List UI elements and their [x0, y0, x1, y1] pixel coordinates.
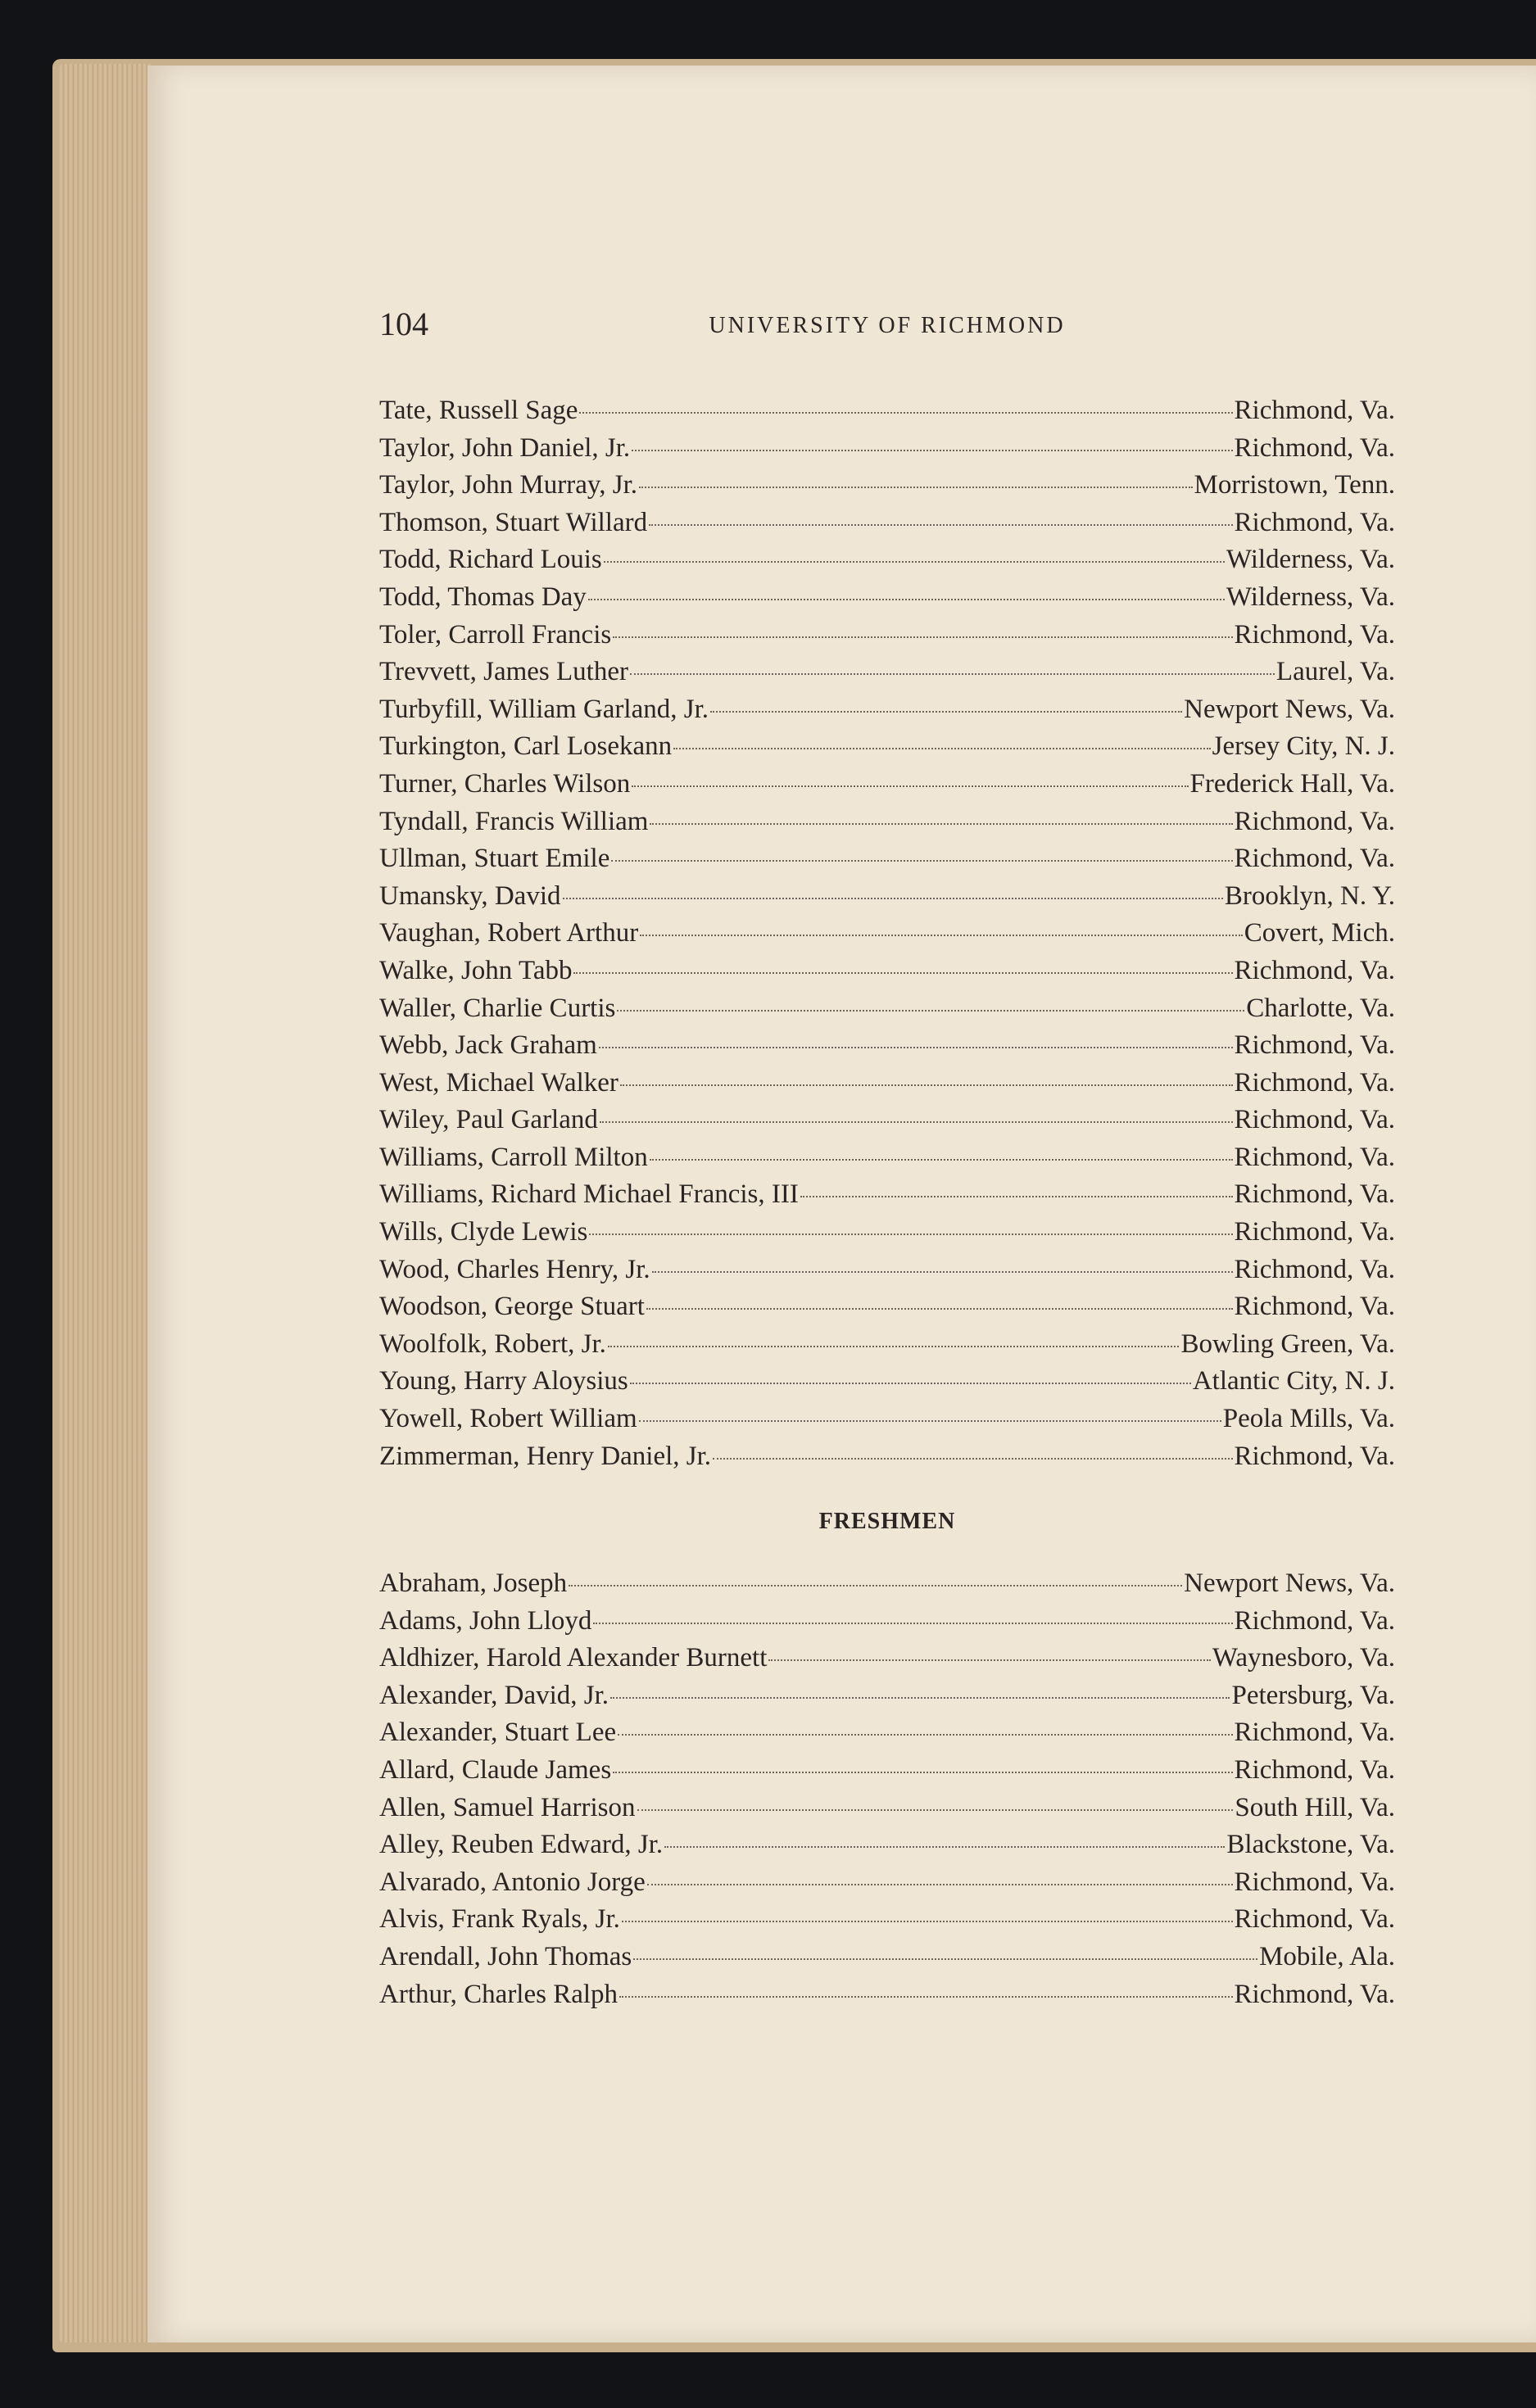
list-item — [379, 915, 1395, 953]
list-item — [379, 1176, 1395, 1214]
student-name: Alley, Reuben Edward, Jr. — [379, 1830, 664, 1860]
student-name: Turner, Charles Wilson — [379, 768, 631, 799]
student-name: Umansky, David — [379, 880, 561, 911]
dot-leader — [646, 1308, 1233, 1310]
student-name: Young, Harry Aloysius — [379, 1366, 628, 1396]
hometown: Mobile, Ala. — [1259, 1941, 1395, 1971]
dot-leader — [768, 1659, 1211, 1661]
dot-leader — [800, 1196, 1233, 1197]
list-item — [379, 691, 1395, 729]
list-item — [379, 541, 1395, 579]
student-name: Arthur, Charles Ralph — [379, 1979, 618, 2009]
hometown: Wilderness, Va. — [1226, 545, 1395, 575]
freshmen-heading: FRESHMEN — [818, 1509, 956, 1534]
list-item — [379, 1027, 1395, 1065]
list-item — [379, 1640, 1395, 1677]
student-name: Alexander, Stuart Lee — [379, 1718, 617, 1748]
hometown: Richmond, Va. — [1234, 1217, 1395, 1247]
list-item — [379, 1677, 1395, 1715]
hometown: Richmond, Va. — [1234, 806, 1395, 836]
hometown: South Hill, Va. — [1235, 1792, 1395, 1822]
student-name: Turbyfill, William Garland, Jr. — [379, 694, 709, 724]
hometown: Richmond, Va. — [1234, 1718, 1395, 1748]
hometown: Richmond, Va. — [1234, 1441, 1395, 1471]
student-name: Woolfolk, Robert, Jr. — [379, 1328, 606, 1359]
hometown: Covert, Mich. — [1244, 918, 1395, 948]
student-name: Todd, Thomas Day — [379, 582, 587, 612]
dot-leader — [611, 860, 1232, 862]
student-name: Vaughan, Robert Arthur — [379, 918, 639, 948]
dot-leader — [619, 1996, 1232, 1998]
dot-leader — [599, 1047, 1233, 1048]
student-name: Thomson, Stuart Willard — [379, 507, 648, 537]
student-name: Arendall, John Thomas — [379, 1941, 632, 1971]
dot-leader — [630, 1383, 1191, 1384]
list-item — [379, 1976, 1395, 2014]
dot-leader — [613, 1772, 1232, 1773]
dot-leader — [618, 1734, 1232, 1736]
hometown: Brooklyn, N. Y. — [1224, 880, 1395, 911]
dot-leader — [633, 1958, 1257, 1960]
freshmen-list — [379, 1565, 1395, 2013]
list-item — [379, 728, 1395, 766]
student-name: Wills, Clyde Lewis — [379, 1217, 588, 1247]
list-item — [379, 1288, 1395, 1326]
hometown: Richmond, Va. — [1234, 1105, 1395, 1135]
list-item — [379, 1714, 1395, 1752]
hometown: Newport News, Va. — [1184, 694, 1395, 724]
list-item — [379, 1326, 1395, 1364]
dot-leader — [604, 561, 1225, 563]
hometown: Jersey City, N. J. — [1212, 731, 1395, 762]
dot-leader — [632, 450, 1232, 451]
list-item — [379, 467, 1395, 505]
dot-leader — [664, 1846, 1225, 1848]
list-item — [379, 1603, 1395, 1641]
student-name: Alvis, Frank Ryals, Jr. — [379, 1904, 620, 1935]
list-item — [379, 840, 1395, 878]
student-name: Tyndall, Francis William — [379, 806, 649, 836]
dot-leader — [652, 1271, 1233, 1273]
dot-leader — [673, 748, 1210, 749]
hometown: Frederick Hall, Va. — [1189, 768, 1395, 799]
student-name: Zimmerman, Henry Daniel, Jr. — [379, 1441, 712, 1471]
student-name: Taylor, John Daniel, Jr. — [379, 432, 631, 463]
dot-leader — [579, 412, 1232, 414]
list-item — [379, 1065, 1395, 1102]
hometown: Richmond, Va. — [1234, 1605, 1395, 1636]
student-name: Webb, Jack Graham — [379, 1030, 597, 1061]
hometown: Petersburg, Va. — [1231, 1680, 1395, 1710]
hometown: Waynesboro, Va. — [1212, 1643, 1395, 1673]
student-name: Aldhizer, Harold Alexander Burnett — [379, 1643, 768, 1673]
dot-leader — [563, 898, 1223, 899]
dot-leader — [639, 487, 1192, 488]
student-name: Ullman, Stuart Emile — [379, 844, 610, 874]
dot-leader — [649, 524, 1232, 526]
dot-leader — [632, 785, 1188, 787]
list-item — [379, 1565, 1395, 1603]
sophomore-list — [379, 392, 1395, 1475]
student-name: Turkington, Carl Losekann — [379, 731, 673, 762]
student-name: West, Michael Walker — [379, 1067, 618, 1098]
student-name: Waller, Charlie Curtis — [379, 993, 616, 1023]
list-item — [379, 1363, 1395, 1401]
list-item — [379, 1102, 1395, 1139]
hometown: Richmond, Va. — [1234, 1979, 1395, 2009]
hometown: Richmond, Va. — [1234, 1754, 1395, 1785]
dot-leader — [639, 1420, 1221, 1422]
list-item — [379, 430, 1395, 468]
list-item — [379, 1752, 1395, 1790]
hometown: Atlantic City, N. J. — [1192, 1366, 1395, 1396]
hometown: Richmond, Va. — [1234, 432, 1395, 463]
hometown: Newport News, Va. — [1184, 1568, 1395, 1598]
hometown: Richmond, Va. — [1234, 1067, 1395, 1098]
list-item — [379, 1438, 1395, 1476]
hometown: Richmond, Va. — [1234, 396, 1395, 425]
list-item — [379, 1401, 1395, 1438]
hometown: Richmond, Va. — [1234, 844, 1395, 874]
student-name: Yowell, Robert William — [379, 1404, 637, 1434]
list-item — [379, 1790, 1395, 1827]
list-item — [379, 1864, 1395, 1902]
hometown: Bowling Green, Va. — [1180, 1328, 1395, 1359]
list-item — [379, 1901, 1395, 1939]
hometown: Richmond, Va. — [1234, 1254, 1395, 1284]
hometown: Richmond, Va. — [1234, 1292, 1395, 1322]
dot-leader — [647, 1884, 1233, 1885]
hometown: Richmond, Va. — [1234, 1867, 1395, 1897]
dot-leader — [617, 1010, 1244, 1012]
student-name: Allen, Samuel Harrison — [379, 1792, 636, 1822]
list-item — [379, 1826, 1395, 1864]
hometown: Morristown, Tenn. — [1194, 470, 1395, 500]
student-name: Wiley, Paul Garland — [379, 1105, 598, 1135]
dot-leader — [640, 935, 1243, 936]
student-name: Walke, John Tabb — [379, 955, 573, 985]
list-item — [379, 654, 1395, 691]
dot-leader — [573, 972, 1232, 974]
student-name: Alvarado, Antonio Jorge — [379, 1867, 646, 1897]
dot-leader — [637, 1809, 1234, 1811]
hometown: Richmond, Va. — [1234, 955, 1395, 985]
list-item — [379, 1939, 1395, 1976]
dot-leader — [608, 1346, 1180, 1347]
dot-leader — [569, 1585, 1182, 1586]
dot-leader — [588, 599, 1225, 600]
dot-leader — [713, 1458, 1232, 1460]
hometown: Richmond, Va. — [1234, 1142, 1395, 1172]
page-number: 104 — [379, 306, 428, 342]
dot-leader — [610, 1697, 1230, 1699]
hometown: Richmond, Va. — [1234, 1179, 1395, 1210]
dot-leader — [630, 673, 1275, 675]
hometown: Richmond, Va. — [1234, 1904, 1395, 1935]
hometown: Charlotte, Va. — [1246, 993, 1395, 1023]
hometown: Wilderness, Va. — [1226, 582, 1395, 612]
page-edges — [59, 64, 151, 2342]
student-name: Wood, Charles Henry, Jr. — [379, 1254, 650, 1284]
list-item — [379, 579, 1395, 617]
list-item — [379, 878, 1395, 916]
hometown: Richmond, Va. — [1234, 1030, 1395, 1061]
student-name: Todd, Richard Louis — [379, 545, 602, 575]
dot-leader — [613, 636, 1232, 638]
dot-leader — [593, 1623, 1232, 1624]
dot-leader — [650, 823, 1232, 825]
dot-leader — [622, 1921, 1233, 1922]
dot-leader — [710, 711, 1182, 713]
student-name: Adams, John Lloyd — [379, 1605, 592, 1636]
list-item — [379, 392, 1395, 430]
list-item — [379, 505, 1395, 542]
student-name: Woodson, George Stuart — [379, 1292, 645, 1322]
list-item — [379, 803, 1395, 841]
list-item — [379, 617, 1395, 654]
student-name: Trevvett, James Luther — [379, 657, 628, 687]
page-header — [379, 305, 1395, 354]
hometown: Richmond, Va. — [1234, 507, 1395, 537]
list-item — [379, 1214, 1395, 1252]
student-name: Williams, Carroll Milton — [379, 1142, 648, 1172]
running-title: UNIVERSITY OF RICHMOND — [709, 313, 1066, 338]
hometown: Laurel, Va. — [1275, 657, 1395, 687]
student-name: Tate, Russell Sage — [379, 396, 578, 425]
student-name: Toler, Carroll Francis — [379, 619, 612, 650]
hometown: Peola Mills, Va. — [1222, 1404, 1395, 1434]
list-item — [379, 1252, 1395, 1289]
dot-leader — [600, 1121, 1233, 1123]
list-item — [379, 1139, 1395, 1177]
student-name: Williams, Richard Michael Francis, III — [379, 1179, 799, 1210]
list-item — [379, 953, 1395, 990]
student-name: Abraham, Joseph — [379, 1568, 568, 1598]
student-name: Allard, Claude James — [379, 1754, 612, 1785]
hometown: Blackstone, Va. — [1226, 1830, 1395, 1860]
hometown: Richmond, Va. — [1234, 619, 1395, 650]
list-item — [379, 766, 1395, 803]
list-item — [379, 990, 1395, 1028]
dot-leader — [589, 1233, 1232, 1235]
student-name: Alexander, David, Jr. — [379, 1680, 609, 1710]
dot-leader — [650, 1159, 1233, 1161]
dot-leader — [620, 1084, 1233, 1086]
student-name: Taylor, John Murray, Jr. — [379, 470, 638, 500]
